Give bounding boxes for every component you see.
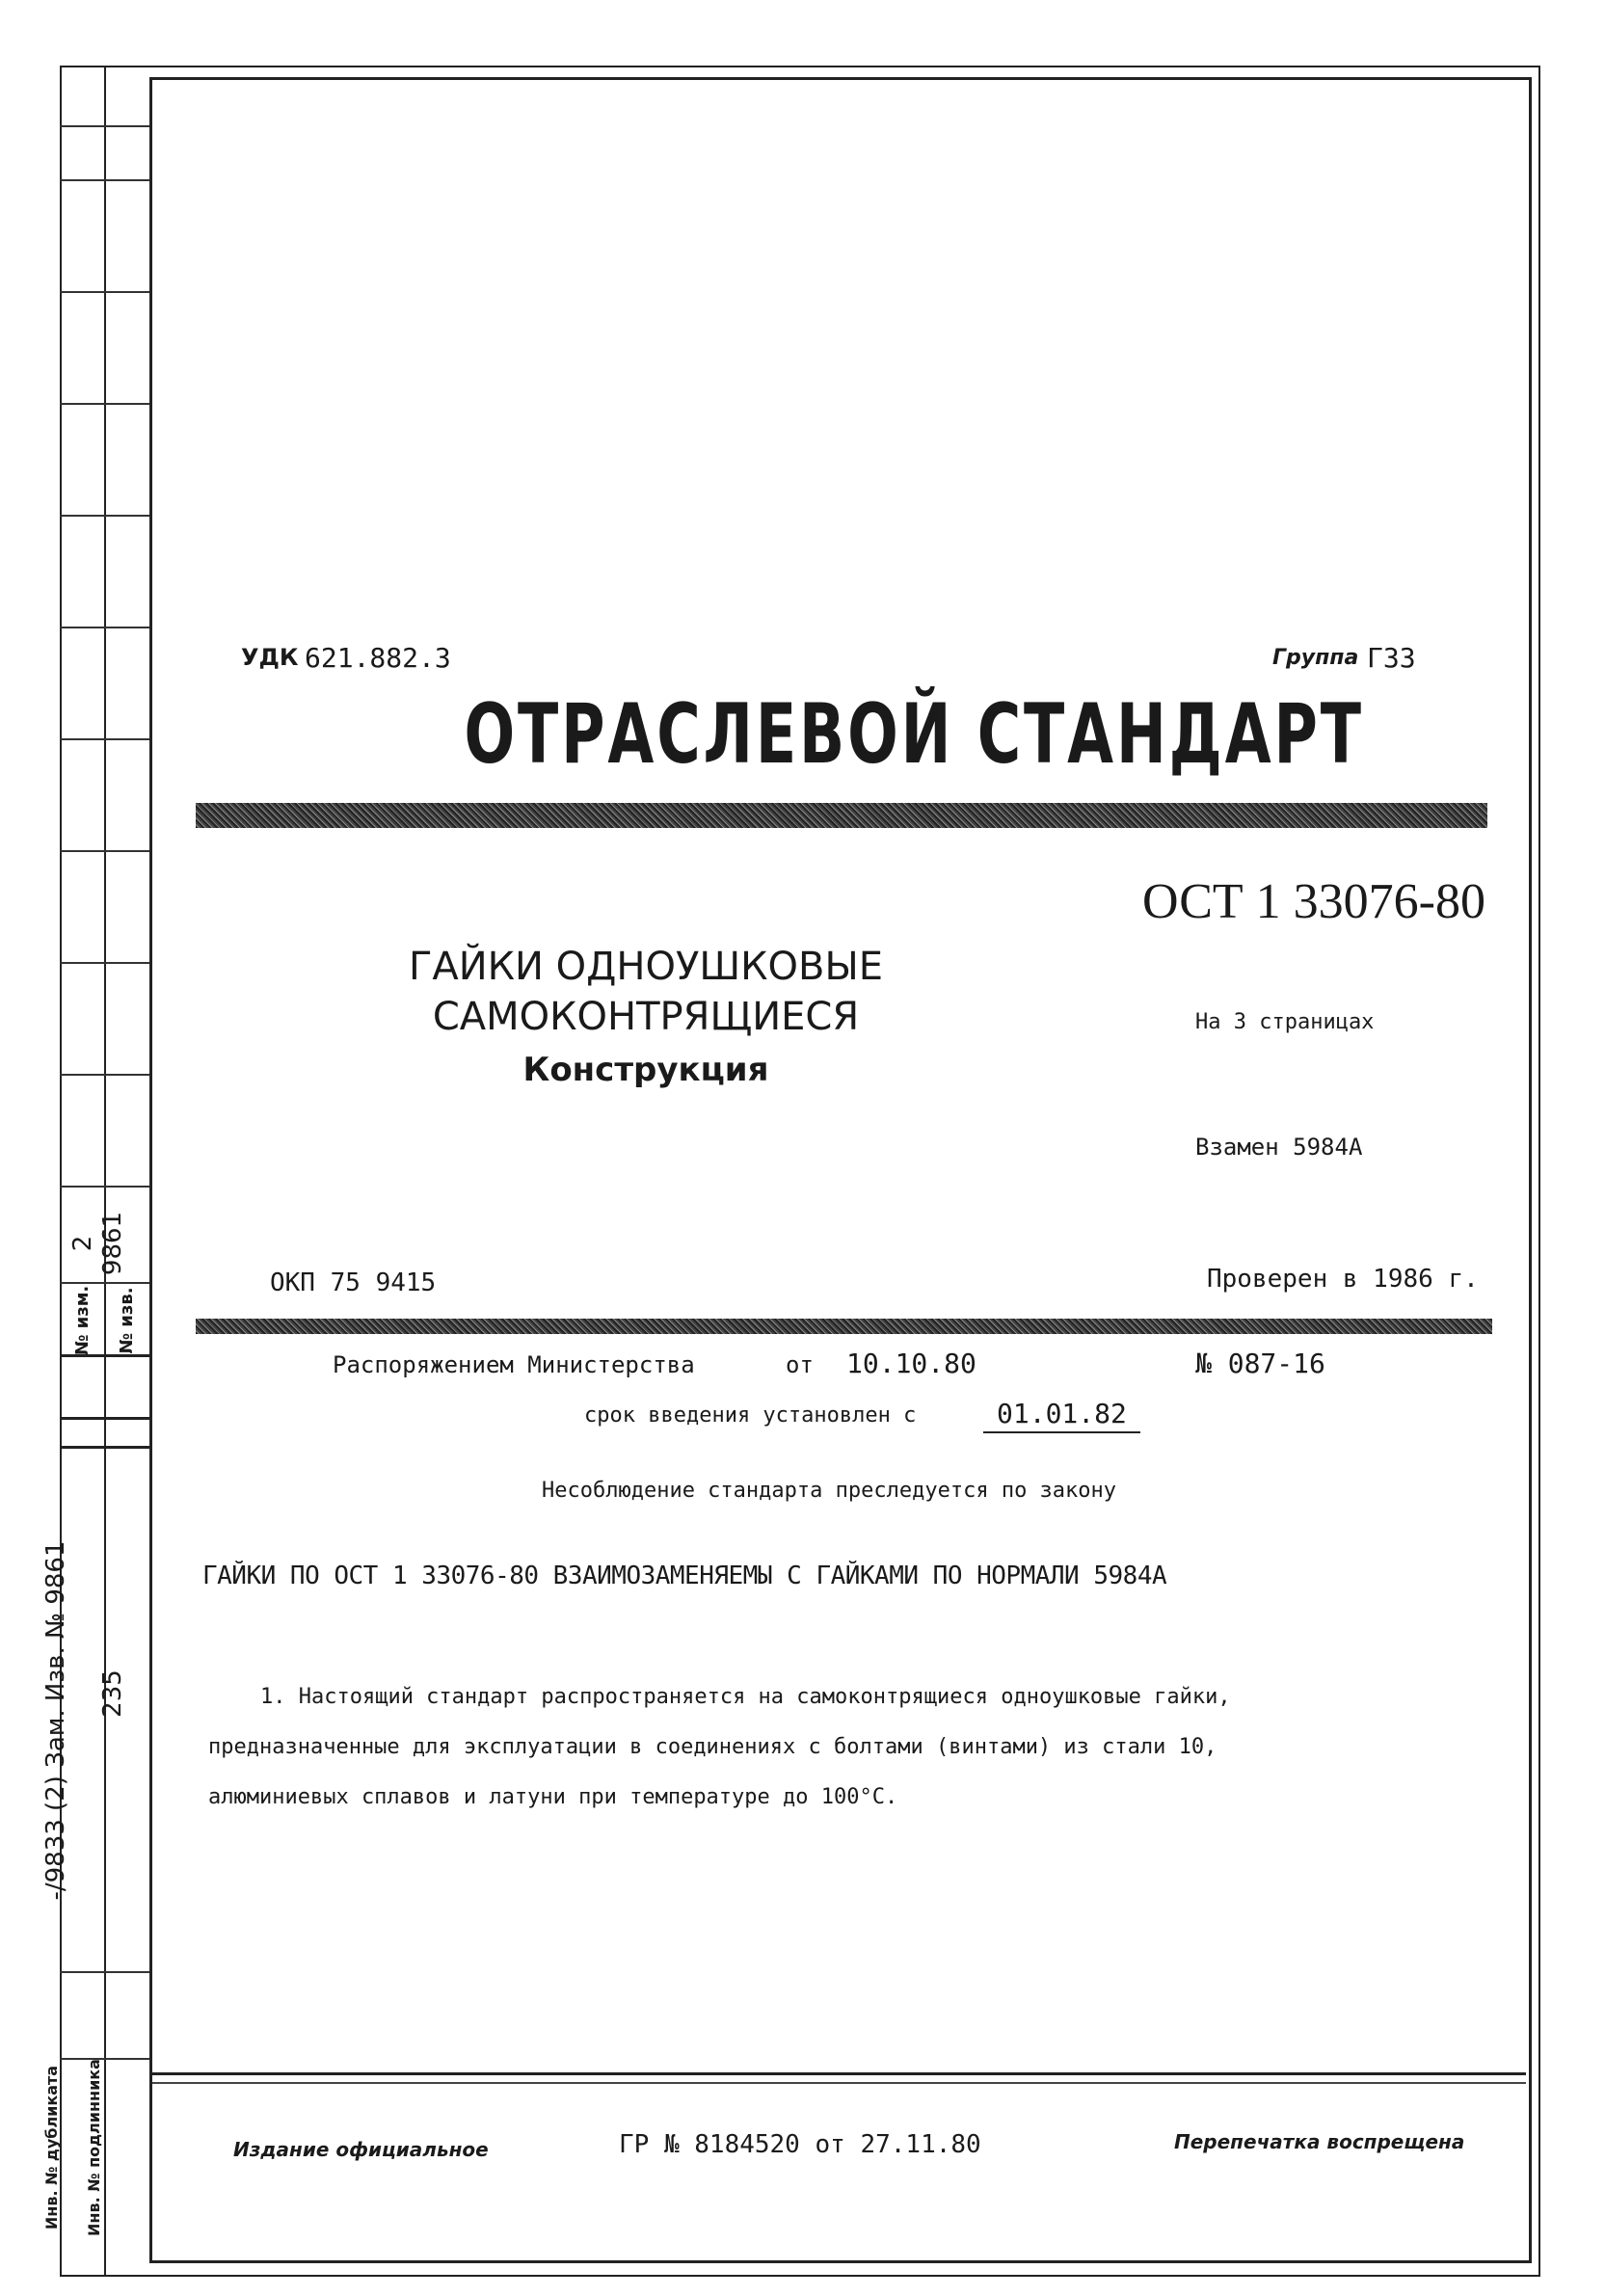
term-label: срок введения установлен с — [584, 1403, 917, 1428]
order-number: № 087-16 — [1195, 1348, 1325, 1379]
reprint-notice: Перепечатка воспрещена — [1174, 2130, 1465, 2153]
margin-notice-no-label: № изв. — [117, 1287, 137, 1354]
standard-subtitle: Конструкция — [522, 1051, 769, 1089]
term-date: 01.01.82 — [983, 1398, 1140, 1433]
group-label: Группа — [1272, 646, 1359, 670]
standard-number: ОСТ 1 33076-80 — [1142, 874, 1485, 929]
pages-count: На 3 страницах — [1195, 1010, 1375, 1034]
interchange-note: ГАЙКИ ПО ОСТ 1 33076-80 ВЗАИМОЗАМЕНЯЕМЫ С ГАЙКАМИ ПО НОРМАЛИ 5984А — [202, 1562, 1167, 1590]
standard-title-line2: САМОКОНТРЯЩИЕСЯ — [432, 995, 860, 1039]
edition-label: Издание официальное — [233, 2138, 489, 2161]
margin-change-no-label: № изм. — [72, 1285, 93, 1356]
udk-value: 621.882.3 — [305, 642, 451, 674]
main-title-wrap — [289, 686, 1446, 792]
footer-divider-inner — [152, 2082, 1526, 2084]
margin-change-no-value: 2 — [68, 1235, 97, 1252]
separator-mid — [196, 1319, 1492, 1334]
content-frame — [149, 77, 1532, 2263]
okp-code: ОКП 75 9415 — [270, 1268, 437, 1297]
margin-orig-inv-label: Инв. № подлинника — [85, 2059, 103, 2236]
margin-change-note: -/9833 (2) Зам. Изв. № 9861 — [41, 1540, 70, 1901]
paragraph-1-line2: предназначенные для эксплуатации в соединениях с болтами (винтами) из стали 10, — [208, 1735, 1217, 1759]
checked-year: Проверен в 1986 г. — [1207, 1265, 1479, 1294]
registration: ГР № 8184520 от 27.11.80 — [619, 2130, 981, 2159]
replaces: Взамен 5984А — [1195, 1134, 1363, 1161]
margin-sheet-value: 235 — [98, 1669, 127, 1718]
law-notice: Несоблюдение стандарта преследуется по закону — [542, 1479, 1117, 1503]
footer-divider — [152, 2072, 1526, 2075]
order-from-label: от — [786, 1351, 814, 1378]
group-value: Г33 — [1367, 642, 1416, 674]
paragraph-1-line3: алюминиевых сплавов и латуни при температуре до 100°С. — [208, 1785, 898, 1809]
separator-top — [196, 803, 1487, 828]
standard-title-line1: ГАЙКИ ОДНОУШКОВЫЕ — [408, 945, 884, 989]
order-date: 10.10.80 — [846, 1348, 976, 1379]
margin-notice-no-value: 9861 — [98, 1211, 127, 1276]
order-text: Распоряжением Министерства — [333, 1351, 695, 1378]
paragraph-1-line1: 1. Настоящий стандарт распространяется на самоконтрящиеся одноушковые гайки, — [260, 1685, 1231, 1709]
main-title: ОТРАСЛЕВОЙ СТАНДАРТ — [464, 686, 1364, 783]
udk-label: УДК — [241, 644, 299, 671]
margin-dup-inv-label: Инв. № дубликата — [42, 2065, 61, 2230]
